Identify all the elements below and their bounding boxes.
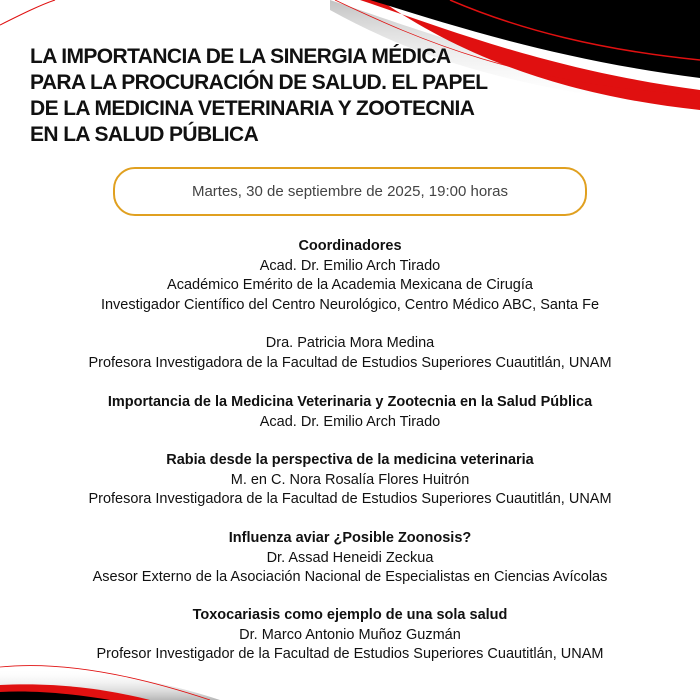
affiliation: Investigador Científico del Centro Neurológico, Centro Médico ABC, Santa Fe bbox=[100, 296, 600, 313]
talk-title: Influenza aviar ¿Posible Zoonosis? bbox=[228, 530, 472, 546]
title-line: LA IMPORTANCIA DE LA SINERGIA MÉDICA bbox=[30, 45, 451, 68]
speaker-name: Acad. Dr. Emilio Arch Tirado bbox=[259, 413, 441, 430]
affiliation: Profesora Investigadora de la Facultad de Estudios Superiores Cuautitlán, UNAM bbox=[88, 354, 612, 371]
talk-title: Rabia desde la perspectiva de la medicina veterinaria bbox=[166, 452, 534, 468]
speaker-name: Dra. Patricia Mora Medina bbox=[265, 335, 435, 351]
page-title bbox=[30, 44, 488, 148]
section-coordinator-2 bbox=[0, 334, 700, 373]
affiliation: Asesor Externo de la Asociación Nacional de Especialistas en Ciencias Avícolas bbox=[92, 569, 608, 585]
title-line: EN LA SALUD PÚBLICA bbox=[30, 123, 259, 146]
affiliation: Académico Emérito de la Academia Mexicana de Cirugía bbox=[167, 277, 533, 293]
affiliation: Profesor Investigador de la Facultad de Estudios Superiores Cuautitlán, UNAM bbox=[96, 646, 604, 662]
event-date-box bbox=[113, 167, 587, 216]
title-line: PARA LA PROCURACIÓN DE SALUD. EL PAPEL bbox=[30, 71, 488, 94]
section-talk-3 bbox=[0, 529, 700, 588]
speaker-name: Dr. Marco Antonio Muñoz Guzmán bbox=[239, 626, 461, 643]
bottom-decorative-wave bbox=[0, 640, 700, 700]
affiliation: Profesora Investigadora de la Facultad de Estudios Superiores Cuautitlán, UNAM bbox=[88, 491, 612, 507]
section-talk-2 bbox=[0, 451, 700, 510]
section-coordinators bbox=[0, 237, 700, 315]
title-line: DE LA MEDICINA VETERINARIA Y ZOOTECNIA bbox=[30, 97, 475, 120]
talk-title: Importancia de la Medicina Veterinaria y Zootecnia en la Salud Pública bbox=[107, 394, 593, 410]
speaker-name: M. en C. Nora Rosalía Flores Huitrón bbox=[230, 471, 470, 488]
talk-title: Toxocariasis como ejemplo de una sola salud bbox=[192, 607, 508, 623]
section-talk-1 bbox=[0, 393, 700, 432]
speaker-name: Acad. Dr. Emilio Arch Tirado bbox=[259, 257, 441, 274]
speaker-name: Dr. Assad Heneidi Zeckua bbox=[266, 549, 434, 566]
section-heading: Coordinadores bbox=[298, 238, 402, 254]
event-date: Martes, 30 de septiembre de 2025, 19:00 horas bbox=[191, 183, 509, 200]
